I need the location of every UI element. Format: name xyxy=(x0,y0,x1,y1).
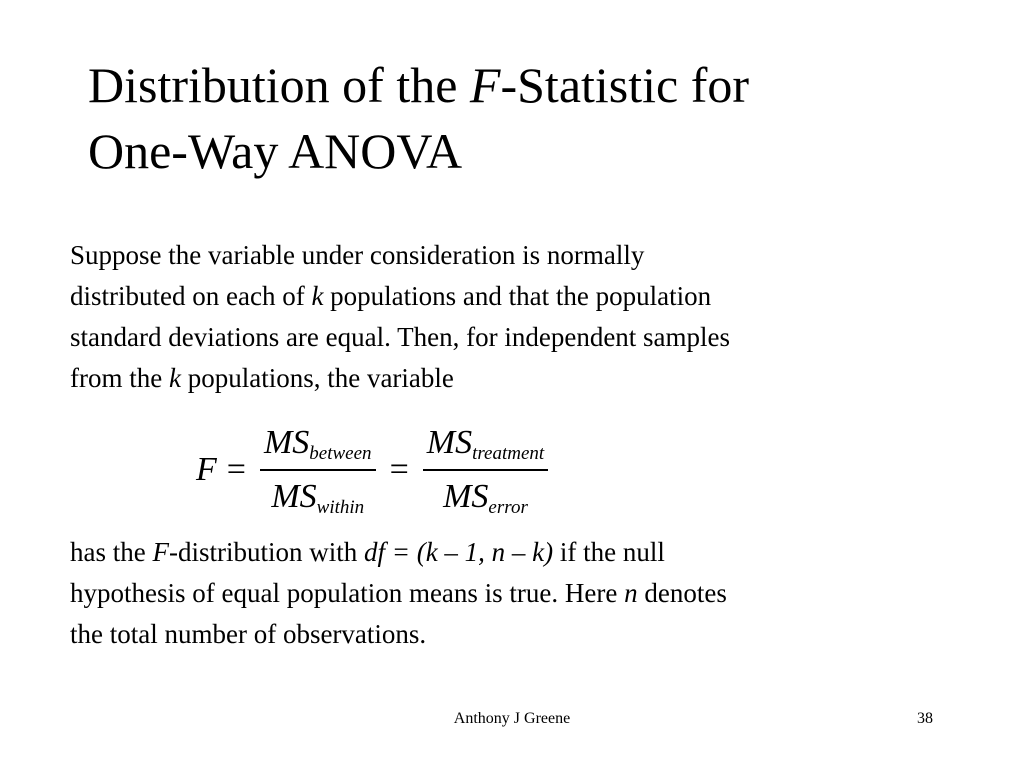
fraction-denominator xyxy=(267,471,368,517)
fraction-numerator xyxy=(423,423,548,469)
slide-title xyxy=(88,52,988,184)
fraction-numerator xyxy=(260,423,376,469)
formula-equals: = xyxy=(389,451,409,488)
conclusion-line-1 xyxy=(70,532,950,573)
text-run: if the null xyxy=(553,537,665,567)
intro-line-2 xyxy=(70,276,950,317)
n-variable: n xyxy=(624,578,638,608)
text-run: -distribution with xyxy=(168,537,364,567)
ms-symbol: MS xyxy=(443,477,489,515)
fraction-denominator xyxy=(439,471,532,517)
text-run: hypothesis of equal population means is true. Here xyxy=(70,578,625,608)
degrees-of-freedom: df = (k – 1, n – k) xyxy=(363,537,554,567)
intro-line-1: Suppose the variable under consideration is normally xyxy=(70,240,645,270)
text-run: distributed on each of xyxy=(70,281,312,311)
f-statistic-formula xyxy=(196,420,552,520)
intro-paragraph xyxy=(70,235,950,399)
text-run: populations, the variable xyxy=(180,363,454,393)
text-run: from the xyxy=(70,363,169,393)
formula-lhs: F xyxy=(196,451,217,488)
subscript-between: between xyxy=(309,443,372,465)
conclusion-line-2 xyxy=(70,573,950,614)
title-text-part: Distribution of the xyxy=(88,57,470,113)
fraction-treatment-error xyxy=(423,423,548,517)
fraction-between-within xyxy=(260,423,376,517)
subscript-treatment: treatment xyxy=(472,443,545,465)
conclusion-line-3: the total number of observations. xyxy=(70,619,427,649)
page-number: 38 xyxy=(917,710,933,727)
text-run: populations and that the population xyxy=(323,281,712,311)
text-run: has the xyxy=(70,537,153,567)
ms-symbol: MS xyxy=(426,424,473,462)
title-line-2: One-Way ANOVA xyxy=(88,123,463,179)
formula-equals: = xyxy=(226,451,246,488)
subscript-error: error xyxy=(488,496,528,518)
footer-author: Anthony J Greene xyxy=(453,710,571,727)
k-variable: k xyxy=(168,363,181,393)
f-symbol: F xyxy=(152,537,169,567)
text-run: denotes xyxy=(637,578,727,608)
intro-line-4 xyxy=(70,358,950,399)
ms-symbol: MS xyxy=(271,477,317,515)
title-text-part: -Statistic for xyxy=(500,57,750,113)
conclusion-paragraph xyxy=(70,532,950,655)
subscript-within: within xyxy=(316,496,365,518)
intro-line-3: standard deviations are equal. Then, for independent samples xyxy=(70,322,731,352)
title-line-1 xyxy=(88,52,988,118)
ms-symbol: MS xyxy=(263,424,310,462)
title-f-symbol: F xyxy=(469,57,501,113)
k-variable: k xyxy=(311,281,324,311)
